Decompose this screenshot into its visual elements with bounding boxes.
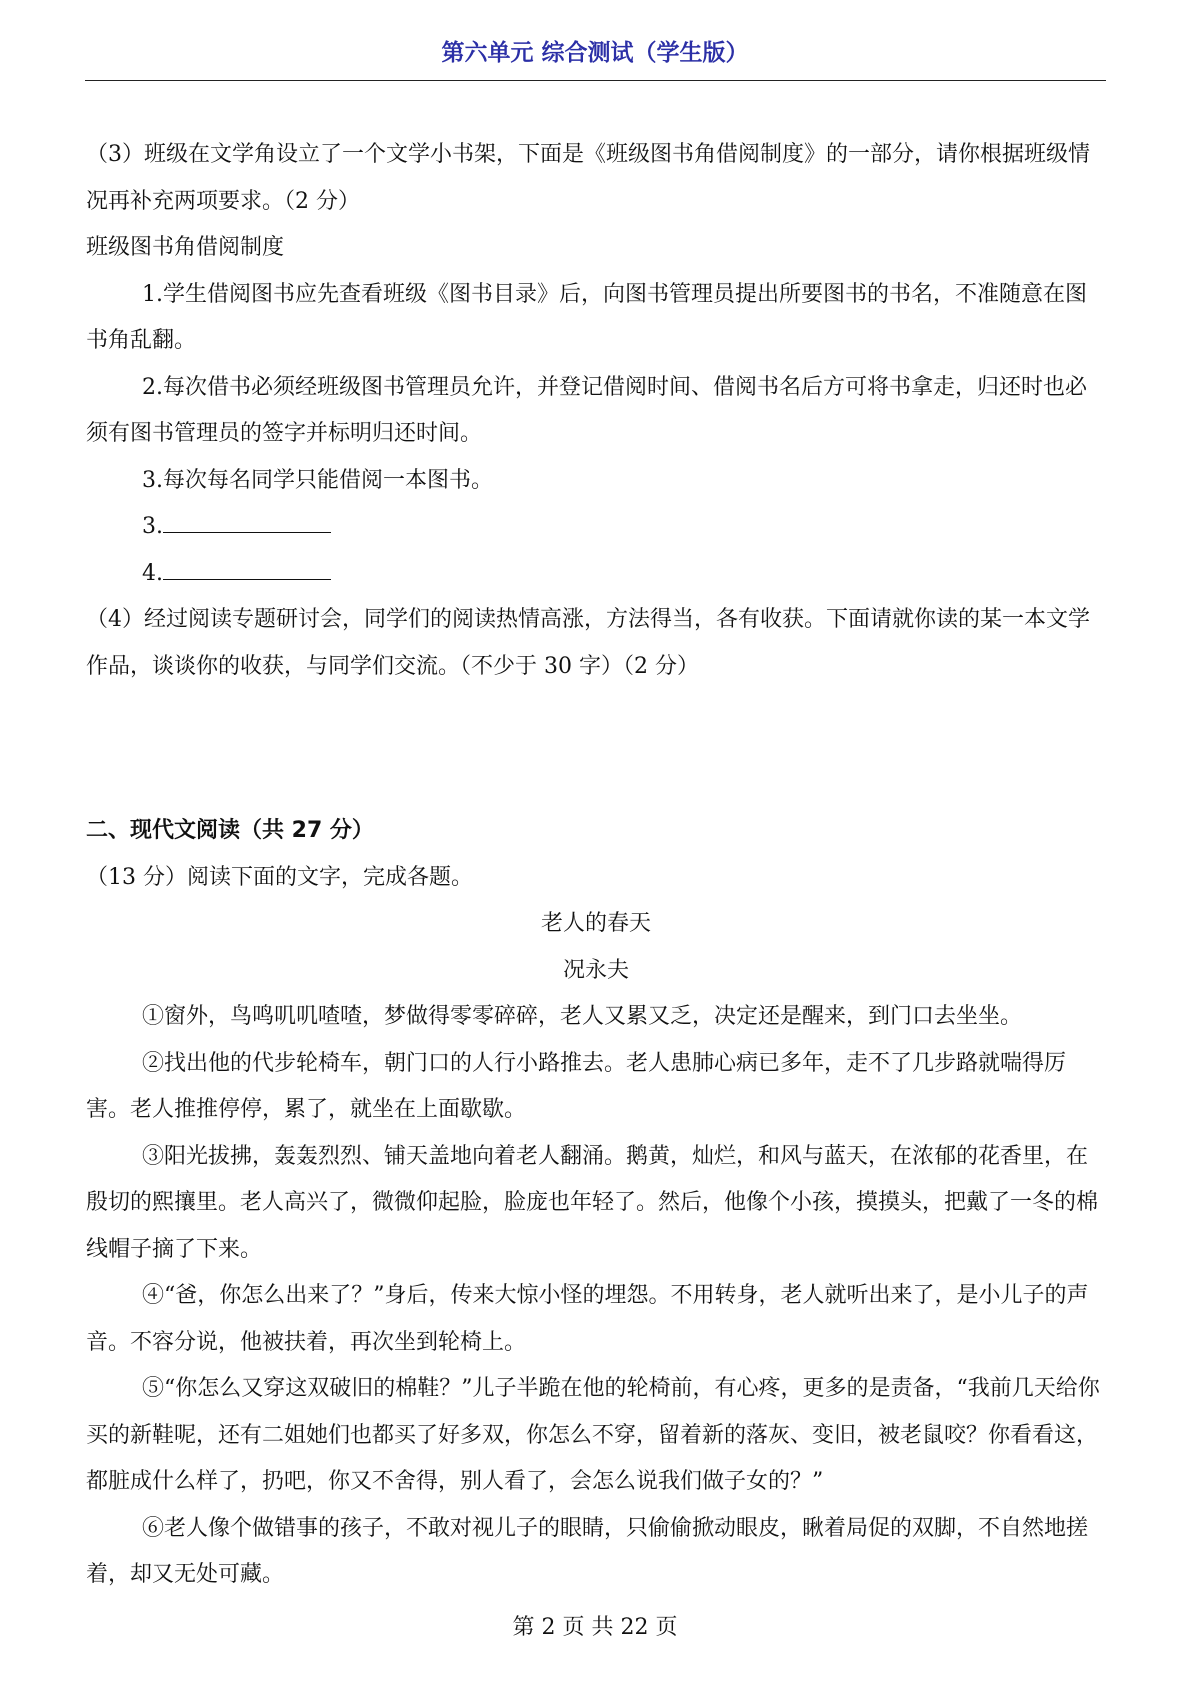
answer-blank-line[interactable] [163,551,331,580]
rule-item: 3.每次每名同学只能借阅一本图书。 [142,467,493,493]
rules-title: 班级图书角借阅制度 [86,235,285,260]
article-paragraph: ③阳光拔拂，轰轰烈烈、铺天盖地向着老人翻涌。鹅黄，灿烂，和风与蓝天，在浓郁的花香里，在殷切的熙攘里。老人高兴了，微微仰起脸，脸庞也年轻了。然后，他像个小孩，摸摸头，把戴了一冬的棉线帽子摘了下来。 [86,1143,1099,1262]
answer-blank-row [86,551,1106,598]
article-paragraph: ④“爸，你怎么出来了？”身后，传来大惊小怪的埋怨。不用转身，老人就听出来了，是小儿子的声音。不容分说，他被扶着，再次坐到轮椅上。 [86,1283,1089,1355]
answer-blank-line[interactable] [163,504,331,533]
section-2-intro: （13 分）阅读下面的文字，完成各题。 [86,864,473,890]
article-paragraph: ②找出他的代步轮椅车，朝门口的人行小路推去。老人患肺心病已多年，走不了几步路就喘得厉害。老人推推停停，累了，就坐在上面歇歇。 [86,1050,1067,1122]
article-paragraph: ⑤“你怎么又穿这双破旧的棉鞋？”儿子半跪在他的轮椅前，有心疼，更多的是责备，“我前几天给你买的新鞋呢，还有二姐她们也都买了好多双，你怎么不穿，留着新的落灰、变旧，被老鼠咬？你看看这，都脏成什么样了，扔吧，你又不舍得，别人看了，会怎么说我们做子女的？” [86,1376,1100,1494]
header-divider [85,80,1106,81]
page-content [86,132,1106,1599]
article-author: 况永夫 [562,957,629,983]
rule-item: 1.学生借阅图书应先查看班级《图书目录》后，向图书管理员提出所要图书的书名，不准随意在图书角乱翻。 [86,281,1087,353]
answer-space [86,690,1106,808]
article-paragraph: ⑥老人像个做错事的孩子，不敢对视儿子的眼睛，只偷偷掀动眼皮，瞅着局促的双脚，不自然地搓着，却又无处可藏。 [86,1515,1089,1587]
question-3-prompt: （3）班级在文学角设立了一个文学小书架，下面是《班级图书角借阅制度》的一部分，请你根据班级情况再补充两项要求。（2 分） [86,142,1091,214]
article-title: 老人的春天 [540,911,651,936]
article-paragraph: ①窗外，鸟鸣叽叽喳喳，梦做得零零碎碎，老人又累又乏，决定还是醒来，到门口去坐坐。 [142,1004,1023,1029]
section-2-title: 二、现代文阅读（共 27 分） [86,818,374,843]
answer-blank-row [86,504,1106,551]
header-title: 第六单元 综合测试（学生版） [441,40,749,66]
rule-item: 2.每次借书必须经班级图书管理员允许，并登记借阅时间、借阅书名后方可将书拿走，归还时也必须有图书管理员的签字并标明归还时间。 [86,374,1087,446]
question-4-prompt: （4）经过阅读专题研讨会，同学们的阅读热情高涨，方法得当，各有收获。下面请就你读的某一本文学作品，谈谈你的收获，与同学们交流。（不少于 30 字）（2 分） [86,607,1091,679]
page-number: 第 2 页 共 22 页 [512,1615,678,1640]
answer-blank-label: 4. [142,560,163,586]
answer-blank-label: 3. [142,514,163,539]
